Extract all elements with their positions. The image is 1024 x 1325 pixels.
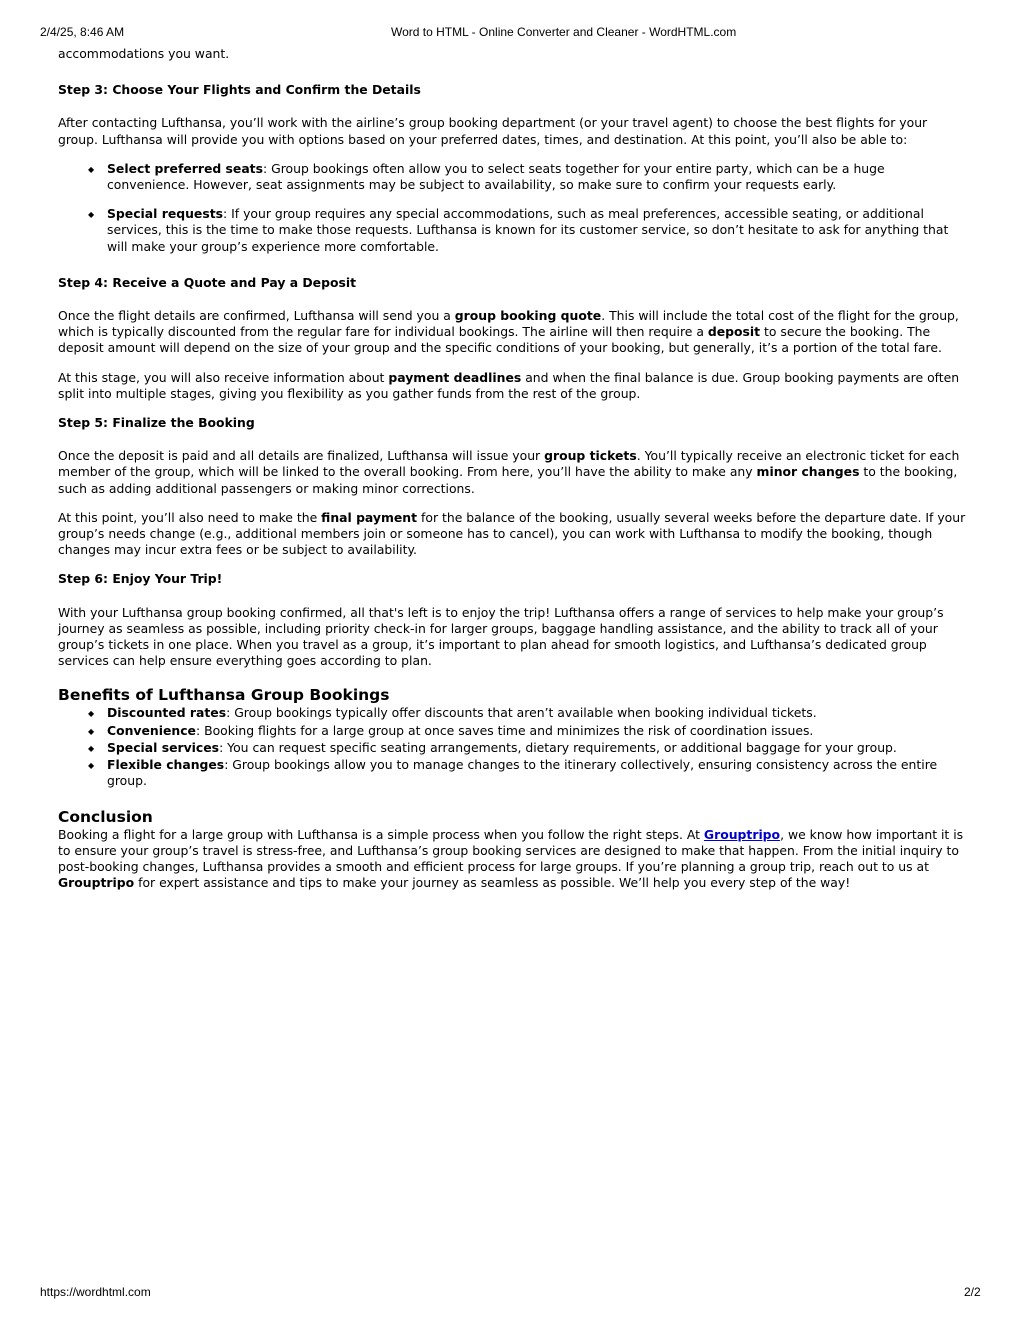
conclusion-paragraph: Booking a flight for a large group with Lufthansa is a simple process when you follow the right steps. At Grouptripo, we know how important it is to ensure your group’s travel is stress-free, and Lufthansa’s group booking services are designed to make that happen. From the initial inquiry to post-booking changes, Lufthansa provides a smooth and efficient process for large groups. If you’re planning a group trip, reach out to us at Grouptripo for expert assistance and tips to make your journey as seamless as possible. We’ll help you every step of the way!	[58, 826, 964, 891]
benefits-list	[58, 705, 970, 789]
list-item	[88, 160, 970, 193]
step3-paragraph: After contacting Lufthansa, you’ll work with the airline’s group booking department (or your travel agent) to choose the best flights for your group. Lufthansa will provide you with options based on your preferred dates, times, and destination. At this point, you’ll also be able to:	[58, 115, 928, 147]
list-item: ◆ Flexible changes: Group bookings allow you to manage changes to the itinerary collectively, ensuring consistency across the entire group.	[88, 757, 938, 789]
print-url: https://wordhtml.com	[40, 1285, 151, 1299]
item-text: : If your group requires any special accommodations, such as meal preferences, accessible seating, or additional services, this is the time to make those requests. Lufthansa is known for its customer service, so don’t hesitate to ask for anything that will make your group’s experience more comfortable.	[107, 206, 949, 254]
bullet-icon: ◆	[88, 709, 95, 719]
step4-paragraph-1: Once the flight details are confirmed, Lufthansa will send you a group booking quote. This will include the total cost of the flight for the group, which is typically discounted from the regular fare for individual bookings. The airline will then require a deposit to secure the booking. The deposit amount will depend on the size of your group and the specific conditions of your booking, but generally, it’s a portion of the total fare.	[58, 308, 959, 356]
list-item	[88, 206, 970, 255]
step3-heading: Step 3: Choose Your Flights and Confirm the Details	[58, 82, 421, 98]
bullet-icon: ◆	[88, 164, 95, 174]
conclusion-heading: Conclusion	[58, 807, 153, 826]
step6-paragraph: With your Lufthansa group booking confirmed, all that's left is to enjoy the trip! Lufthansa offers a range of services to help make your group’s journey as seamless as possible, including priority check-in for larger groups, baggage handling assistance, and the ability to track all of your group’s tickets in one place. When you travel as a group, it’s important to plan ahead for smooth logistics, and Lufthansa’s dedicated group services can help ensure everything goes according to plan.	[58, 604, 944, 669]
item-text: : Group bookings often allow you to select seats together for your entire party, which can be a huge convenience. However, seat assignments may be subject to availability, so make sure to confirm your requests early.	[107, 160, 885, 193]
item-term: Special requests	[107, 206, 223, 222]
benefits-heading: Benefits of Lufthansa Group Bookings	[58, 686, 390, 705]
step4-heading: Step 4: Receive a Quote and Pay a Deposit	[58, 274, 357, 290]
bullet-icon: ◆	[88, 743, 95, 753]
step4-paragraph-2: At this stage, you will also receive information about payment deadlines and when the final balance is due. Group booking payments are often split into multiple stages, giving you flexibility as you gather funds from the rest of the group.	[58, 369, 960, 401]
step5-paragraph-2: At this point, you’ll also need to make the final payment for the balance of the booking, usually several weeks before the departure date. If your group’s needs change (e.g., additional members join or someone has to cancel), you can work with Lufthansa to modify the booking, though changes may incur extra fees or be subject to availability.	[58, 509, 966, 558]
list-item: ◆ Special services: You can request specific seating arrangements, dietary requirements, or additional baggage for your group.	[107, 740, 970, 756]
item-term: Select preferred seats	[107, 160, 263, 176]
step5-heading: Step 5: Finalize the Booking	[58, 415, 255, 431]
print-datetime: 2/4/25, 8:46 AM	[40, 25, 125, 39]
document-body	[58, 46, 970, 904]
continued-text: accommodations you want.	[58, 46, 230, 61]
print-page-title: Word to HTML - Online Converter and Cleaner - WordHTML.com	[391, 25, 737, 39]
list-item: ◆ Discounted rates: Group bookings typically offer discounts that aren’t available when booking individual tickets.	[107, 705, 970, 721]
grouptripo-link[interactable]: Grouptripo	[703, 826, 781, 842]
bullet-icon: ◆	[88, 210, 95, 220]
list-item: ◆ Convenience: Booking flights for a large group at once saves time and minimizes the risk of coordination issues.	[107, 723, 970, 739]
step6-heading: Step 6: Enjoy Your Trip!	[58, 571, 223, 587]
page-number: 2/2	[964, 1285, 981, 1299]
bullet-icon: ◆	[88, 726, 95, 736]
step5-paragraph-1: Once the deposit is paid and all details are finalized, Lufthansa will issue your group tickets. You’ll typically receive an electronic ticket for each member of the group, which will be linked to the overall booking. From here, you’ll have the ability to make any minor changes to the booking, such as adding additional passengers or making minor corrections.	[58, 448, 960, 496]
bullet-icon: ◆	[88, 761, 95, 771]
step3-list	[58, 161, 970, 255]
